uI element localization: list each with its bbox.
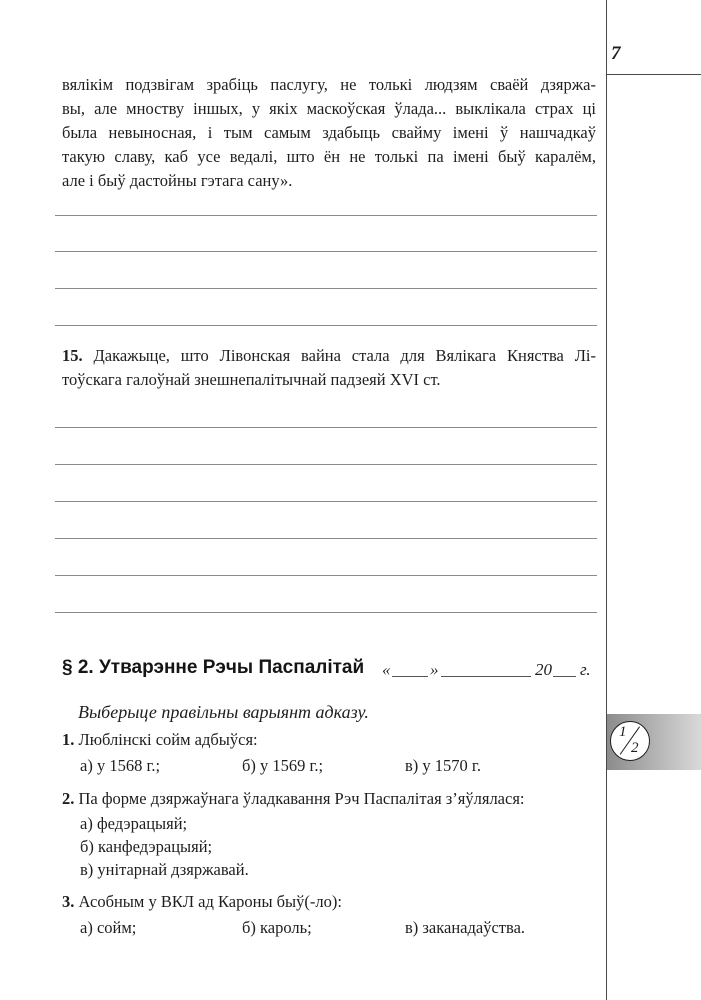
question-2 (62, 787, 525, 811)
quote-line: але і быў дастойны гэтага сану». (62, 171, 293, 190)
option-c: в) у 1570 г. (405, 756, 481, 775)
question-text: Асобным у ВКЛ ад Кароны быў(-ло): (78, 892, 342, 911)
option-a: а) у 1568 г.; (80, 756, 161, 775)
date-open-quote: « (382, 660, 391, 679)
question-number: 1. (62, 730, 75, 749)
question-number: 3. (62, 892, 75, 911)
question-text: Люблінскі сойм адбыўся: (78, 730, 258, 749)
task-text-line: тоўскага галоўнай знешнепалітычнай падзеяй XVI ст. (62, 370, 441, 389)
answer-line (55, 612, 597, 613)
question-text: Па форме дзяржаўнага ўладкавання Рэч Паспалітая з’яўлялася: (78, 789, 525, 808)
date-day-blank (392, 676, 428, 677)
answer-line (55, 464, 597, 465)
option-b: б) у 1569 г.; (242, 756, 324, 775)
section-heading: § 2. Утварэнне Рэчы Паспалітай (62, 657, 365, 678)
date-year-suffix: г. (580, 660, 591, 679)
question-1 (62, 728, 258, 752)
quote-line: была невыносная, і тым самым здабыць свайму імені ў нашчадкаў (62, 123, 596, 142)
badge-numerator: 1 (619, 724, 627, 740)
date-month-blank (441, 676, 531, 677)
badge-denominator: 2 (631, 740, 639, 756)
answer-line (55, 427, 597, 428)
margin-rule-horizontal (606, 74, 701, 75)
option-b: б) канфедэрацыяй; (80, 837, 213, 856)
half-fraction-icon (610, 721, 650, 761)
task-text-line (62, 344, 596, 368)
quote-line: такую славу, каб усе ведалі, што ён не толькі па імені быў каралём, (62, 147, 596, 166)
answer-line (55, 538, 597, 539)
question-number: 2. (62, 789, 75, 808)
instruction-text: Выберыце правільны варыянт адказу. (78, 702, 369, 722)
task-text: Дакажыце, што Лівонская вайна стала для Вялікага Княства Лі- (93, 346, 596, 365)
task-number: 15. (62, 346, 83, 365)
date-close-quote: » (430, 660, 439, 679)
page-number: 7 (611, 43, 621, 64)
date-year-blank (553, 676, 576, 677)
answer-line (55, 288, 597, 289)
quote-line: вялікім подзвігам зрабіць паслугу, не толькі людзям сваёй дзяржа- (62, 75, 596, 94)
option-a: а) федэрацыяй; (80, 814, 188, 833)
answer-line (55, 215, 597, 216)
answer-line (55, 501, 597, 502)
option-a: а) сойм; (80, 918, 137, 937)
option-c: в) заканадаўства. (405, 918, 526, 937)
answer-line (55, 575, 597, 576)
margin-rule-vertical (606, 0, 607, 1000)
date-year-prefix: 20 (535, 660, 552, 679)
question-3 (62, 890, 342, 914)
answer-line (55, 325, 597, 326)
option-b: б) кароль; (242, 918, 312, 937)
option-c: в) унітарнай дзяржавай. (80, 860, 249, 879)
quote-line: вы, але мноству іншых, у якіх маскоўская ўлада... выклікала страх ці (62, 99, 596, 118)
answer-line (55, 251, 597, 252)
